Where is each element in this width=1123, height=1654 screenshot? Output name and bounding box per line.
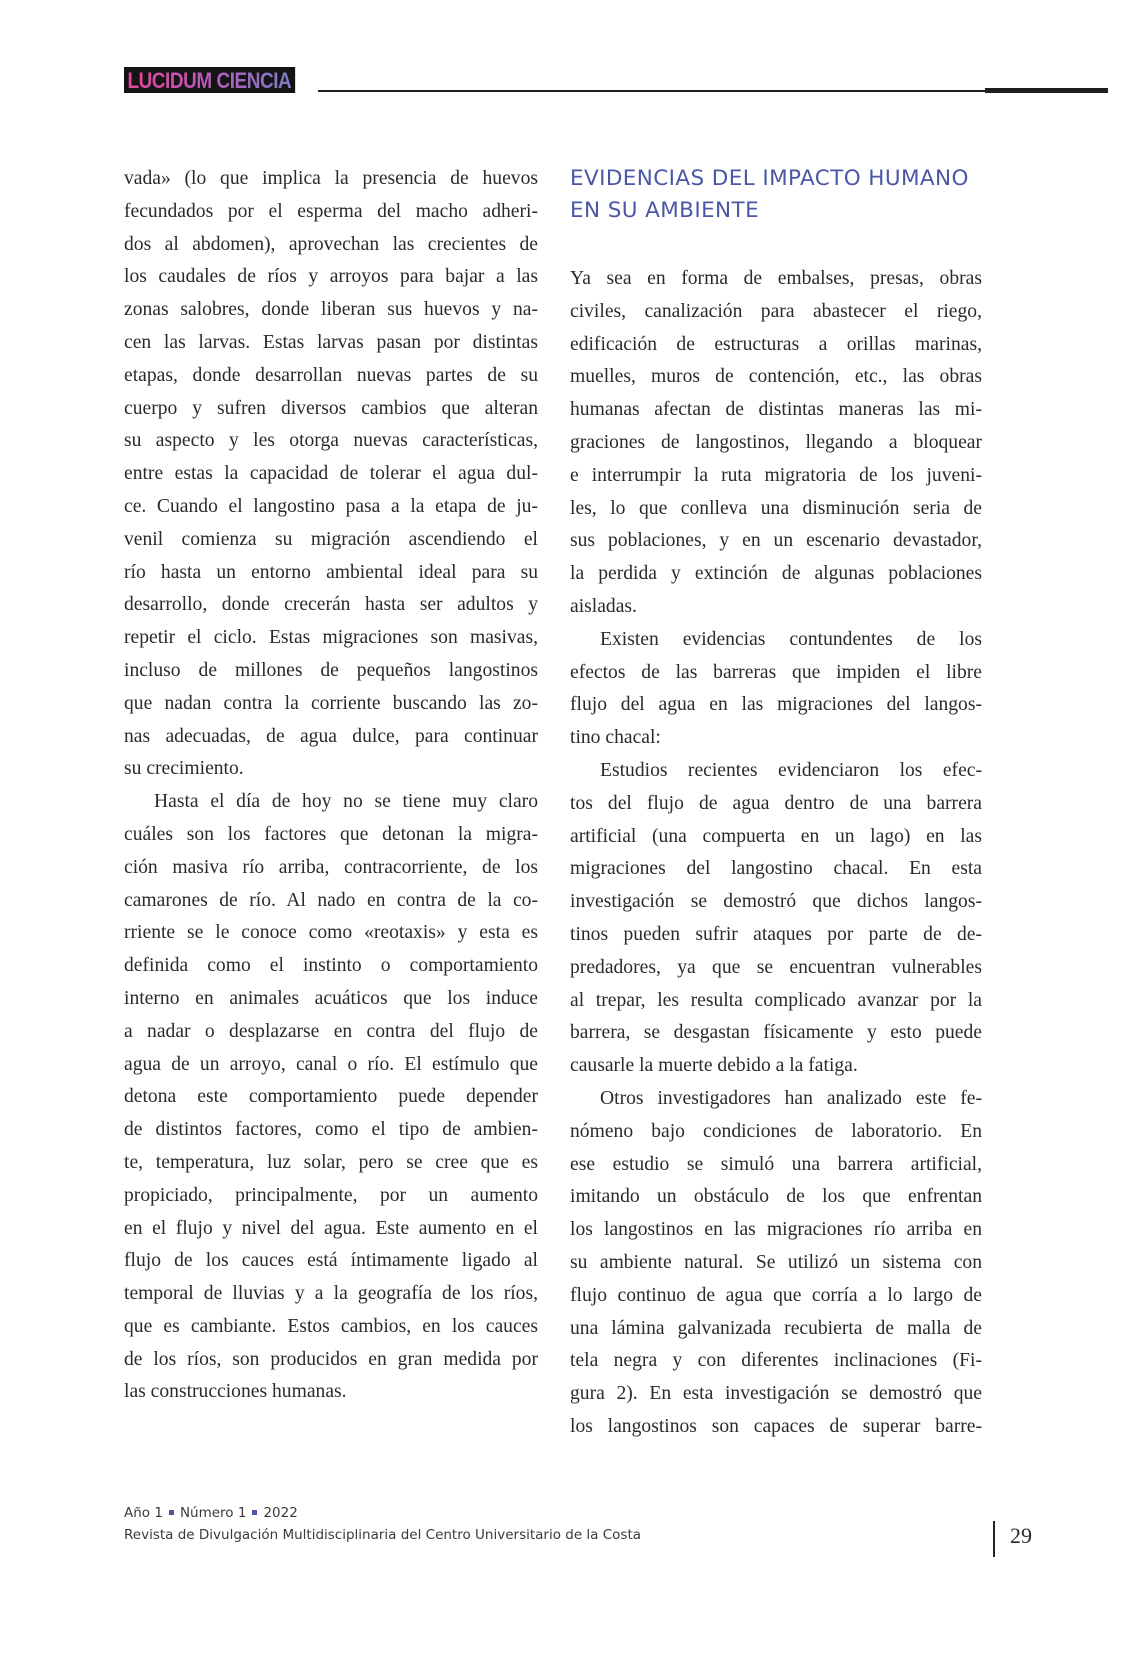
text-line: artificial (una compuerta en un lago) en las [570,825,982,847]
bullet-separator [169,1510,174,1515]
text-line: nómeno bajo condiciones de laboratorio. En [570,1120,982,1142]
text-line: incluso de millones de pequeños langostinos [124,659,538,681]
text-line: flujo de los cauces está íntimamente ligado al [124,1250,538,1272]
text-line: cuerpo y sufren diversos cambios que alteran [124,397,538,419]
header-rule [318,90,985,92]
text-line: migraciones del langostino chacal. En esta [570,858,982,880]
text-line: los caudales de ríos y arroyos para bajar a las [124,266,538,288]
text-line: barrera, se desgastan físicamente y esto puede [570,1022,982,1044]
paragraph [124,163,538,786]
text-line: flujo continuo de agua que corría a lo largo de [570,1284,982,1306]
text-line: causarle la muerte debido a la fatiga. [570,1055,858,1077]
text-line: muelles, muros de contención, etc., las obras [570,366,982,388]
right-column [570,163,982,1444]
text-line: su crecimiento. [124,758,244,780]
text-line: la perdida y extinción de algunas poblaciones [570,563,982,585]
text-line: zonas salobres, donde liberan sus huevos y na- [124,299,538,321]
page-number: 29 [1010,1523,1032,1548]
text-line: vada» (lo que implica la presencia de huevos [124,168,538,189]
text-line: venil comienza su migración ascendiendo el [124,528,538,550]
text-line: ción masiva río arriba, contracorriente, de los [124,856,538,878]
text-line: interno en animales acuáticos que los induce [124,987,538,1009]
right-column-body [570,263,982,1444]
text-line: los langostinos son capaces de superar barre- [570,1415,982,1437]
journal-name: LUCIDUM CIENCIA [127,68,292,93]
text-line: tinos pueden sufrir ataques por parte de de- [570,923,982,945]
text-line: graciones de langostinos, llegando a bloquear [570,431,982,453]
text-line: Otros investigadores han analizado este fe- [600,1087,982,1109]
text-line: temporal de lluvias y a la geografía de los ríos, [124,1283,538,1305]
text-line: cuáles son los factores que detonan la migra- [124,823,538,845]
issue-number: Número 1 [179,1505,247,1521]
text-line: a nadar o desplazarse en contra del flujo de [124,1020,538,1042]
text-line: camarones de río. Al nado en contra de la co- [124,889,538,911]
text-line: investigación se demostró que dichos langos- [570,891,982,913]
text-line: en el flujo y nivel del agua. Este aumento en el [124,1217,538,1239]
text-line: Existen evidencias contundentes de los [600,628,982,650]
text-line: que nadan contra la corriente buscando las zo- [124,692,538,714]
text-line: Hasta el día de hoy no se tiene muy claro [154,791,538,813]
text-line: detona este comportamiento puede depender [124,1086,538,1108]
text-line: al trepar, les resulta complicado avanzar por la [570,989,982,1011]
text-line: les, lo que conlleva una disminución seria de [570,497,982,519]
text-line: fecundados por el esperma del macho adheri- [124,200,538,222]
text-line: repetir el ciclo. Estas migraciones son masivas, [124,627,538,649]
text-line: definida como el instinto o comportamiento [124,955,538,977]
text-line: etapas, donde desarrollan nuevas partes de su [124,364,538,386]
publication-year: 2022 [263,1505,298,1521]
text-line: las construcciones humanas. [124,1381,347,1403]
paragraph [570,263,982,624]
text-line: rriente se le conoce como «reotaxis» y esta es [124,922,538,944]
text-line: desarrollo, donde crecerán hasta ser adultos y [124,594,538,616]
text-line: una lámina galvanizada recubierta de malla de [570,1317,982,1339]
section-heading-line: EN SU AMBIENTE [570,198,760,223]
text-line: tos del flujo de agua dentro de una barrera [570,792,982,814]
text-line: flujo del agua en las migraciones del langos- [570,694,982,716]
text-line: río hasta un entorno ambiental ideal para su [124,561,538,583]
text-line: los langostinos en las migraciones río arriba en [570,1219,982,1241]
text-line: humanas afectan de distintas maneras las mi- [570,399,982,421]
text-line: Estudios recientes evidenciaron los efec- [600,759,982,781]
paragraph [124,786,538,1409]
page-number-separator [993,1521,995,1557]
text-line: su ambiente natural. Se utilizó un sistema con [570,1251,982,1273]
text-line: nas adecuadas, de agua dulce, para continuar [124,725,538,747]
text-line: e interrumpir la ruta migratoria de los juveni- [570,464,982,486]
text-line: agua de un arroyo, canal o río. El estímulo que [124,1053,538,1075]
text-line: predadores, ya que se encuentran vulnerables [570,956,982,978]
left-column [124,163,538,1409]
text-line: entre estas la capacidad de tolerar el agua dul- [124,463,538,485]
journal-full-name: Revista de Divulgación Multidisciplinaria del Centro Universitario de la Costa [124,1527,642,1543]
text-line: propiciado, principalmente, por un aumento [124,1184,538,1206]
text-line: aisladas. [570,595,637,617]
text-line: cen las larvas. Estas larvas pasan por distintas [124,331,538,353]
text-line: sus poblaciones, y en un escenario devastador, [570,530,982,552]
text-line: su aspecto y les otorga nuevas características, [124,430,538,452]
text-line: que es cambiante. Estos cambios, en los cauces [124,1315,538,1337]
bullet-separator [252,1510,257,1515]
text-line: edificación de estructuras a orillas marinas, [570,333,982,355]
issue-info [124,1502,641,1524]
section-heading [570,163,982,227]
volume-year: Año 1 [124,1505,163,1521]
footer [124,1502,641,1546]
text-line: gura 2). En esta investigación se demostró que [570,1383,982,1405]
text-line: te, temperatura, luz solar, pero se cree que es [124,1151,538,1173]
text-line: dos al abdomen), aprovechan las crecientes de [124,233,538,255]
journal-logo [124,67,295,93]
text-line: de los ríos, son producidos en gran medida por [124,1348,538,1370]
text-line: efectos de las barreras que impiden el libre [570,661,982,683]
text-line: ese estudio se simuló una barrera artificial, [570,1153,982,1175]
paragraph [570,624,982,755]
text-line: Ya sea en forma de embalses, presas, obras [570,268,982,289]
text-line: tino chacal: [570,727,661,749]
text-line: ce. Cuando el langostino pasa a la etapa de ju- [124,495,538,517]
section-heading-line: EVIDENCIAS DEL IMPACTO HUMANO [570,166,969,191]
paragraph [570,755,982,1083]
text-line: civiles, canalización para abastecer el riego, [570,300,982,322]
paragraph [570,1083,982,1444]
text-line: de distintos factores, como el tipo de ambien- [124,1119,538,1141]
text-line: imitando un obstáculo de los que enfrentan [570,1186,982,1208]
header-rule-accent [985,88,1108,93]
text-line: tela negra y con diferentes inclinaciones (Fi- [570,1350,982,1372]
